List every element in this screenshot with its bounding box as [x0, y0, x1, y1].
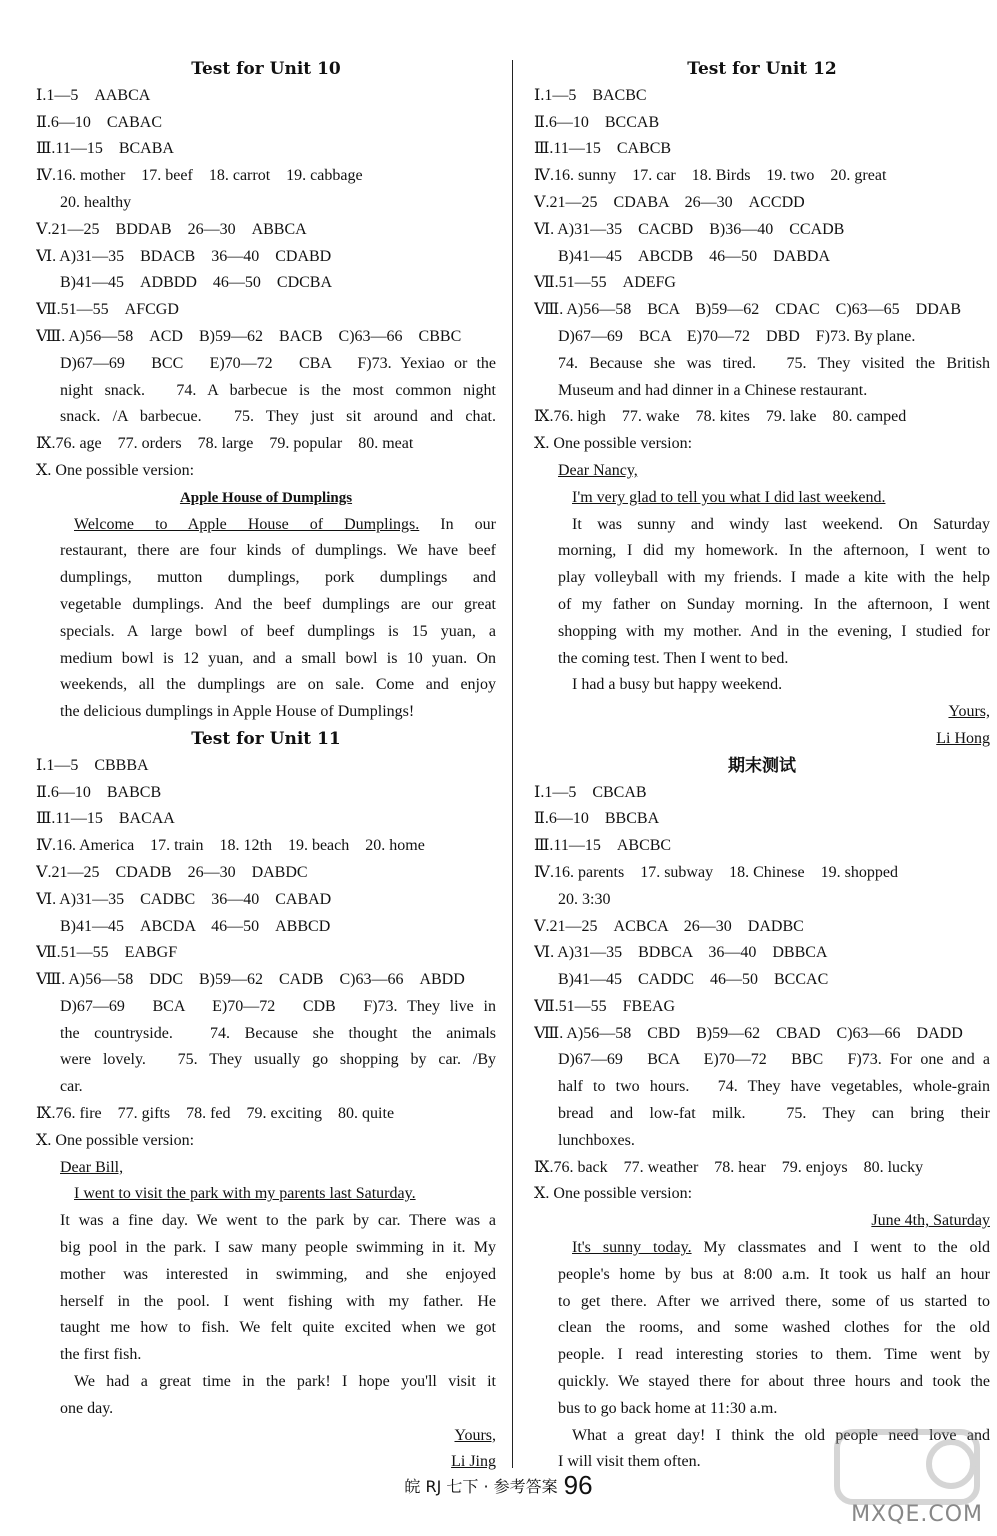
letter-line: herself in the pool. I went fishing with my father. He [60, 1292, 496, 1310]
final-s1: Ⅰ.1—5 CBCAB [534, 783, 647, 801]
nancy-letter-line: morning, I did my homework. In the afternoon, I went to [558, 542, 990, 560]
final-heading: 期末测试 [728, 755, 796, 776]
unit11-s5: Ⅴ.21—25 CDADB 26—30 DABDC [36, 863, 308, 881]
unit10-heading: Test for Unit 10 [191, 59, 341, 79]
unit11-s10: Ⅹ. One possible version: [36, 1131, 195, 1149]
unit10-s5: Ⅴ.21—25 BDDAB 26—30 ABBCA [36, 220, 307, 238]
page-number: 96 [563, 1470, 593, 1500]
unit10-s10: Ⅹ. One possible version: [36, 461, 195, 479]
sign-name-text: Li Jing [451, 1453, 496, 1471]
letter-end: the first fish. [60, 1346, 142, 1364]
unit12-s9: Ⅸ.76. high 77. wake 78. kites 79. lake 80. camped [534, 408, 907, 426]
unit11-s6a: Ⅵ. A)31—35 CADBC 36—40 CABAD [36, 890, 332, 908]
footer-label: 皖 RJ 七下 · 参考答案 [404, 1477, 558, 1496]
letter-greeting: Dear Bill, [60, 1158, 124, 1176]
nancy-letter-line: play volleyball with my friends. I made a kite with the help [558, 569, 990, 587]
nancy-sign-yours-text: Yours, [948, 703, 990, 721]
unit11-s8e: car. [60, 1078, 83, 1096]
essay-title: Apple House of Dumplings [179, 489, 353, 506]
unit12-s8d: Museum and had dinner in a Chinese restaurant. [558, 381, 868, 399]
final-s8e: lunchboxes. [558, 1131, 635, 1149]
unit12-s6a: Ⅵ. A)31—35 CACBD B)36—40 CCADB [534, 220, 845, 238]
unit11-s7: Ⅶ.51—55 EABGF [36, 944, 178, 962]
essay-line: specials. A large bowl of beef dumplings is 15 yuan, a [60, 622, 496, 640]
unit11-s6b: B)41—45 ABCDA 46—50 ABBCD [60, 917, 331, 935]
essay-first-underlined: Welcome to Apple House of Dumplings. [74, 515, 420, 533]
nancy-letter-end: the coming test. Then I went to bed. [558, 649, 789, 667]
unit10-s4a: Ⅳ.16. mother 17. beef 18. carrot 19. cabbage [36, 167, 363, 185]
essay-line: medium bowl is 12 yuan, and a small bowl is 10 yuan. On [60, 649, 496, 667]
unit12-s8a: Ⅷ. A)56—58 BCA B)59—62 CDAC C)63—65 DDAB [534, 301, 962, 319]
diary-line: to get there. After we arrived there, some of us started to [558, 1292, 990, 1310]
essay-line: weekends, all the dumplings are on sale. Come and enjoy [60, 676, 496, 694]
diary-first-rest: My classmates and I went to the old [691, 1239, 990, 1257]
unit10-s8d: snack. /A barbecue. 75. They just sit around and chat. [60, 408, 496, 426]
unit12-s10: Ⅹ. One possible version: [534, 435, 693, 453]
unit12-s3: Ⅲ.11—15 CABCB [534, 140, 672, 158]
column-divider [512, 60, 513, 1468]
letter-sign-yours [36, 1423, 496, 1450]
final-s10: Ⅹ. One possible version: [534, 1185, 693, 1203]
unit11-s8b: D)67—69 BCA E)70—72 CDB F)73. They live in [60, 997, 496, 1015]
unit10-s7: Ⅶ.51—55 AFCGD [36, 301, 179, 319]
letter-closing: We had a great time in the park! I hope you'll visit it [74, 1373, 496, 1391]
unit12-s7: Ⅶ.51—55 ADEFG [534, 274, 676, 292]
unit12-s6b: B)41—45 ABCDB 46—50 DABDA [558, 247, 831, 265]
unit11-s8d: were lovely. 75. They usually go shopping by car. /By [60, 1051, 496, 1069]
essay-line: dumplings, mutton dumplings, pork dumplings and [60, 569, 496, 587]
right-column [534, 56, 990, 1476]
unit10-s6a: Ⅵ. A)31—35 BDACB 36—40 CDABD [36, 247, 332, 265]
unit11-s9: Ⅸ.76. fire 77. gifts 78. fed 79. exciting 80. quite [36, 1105, 395, 1123]
nancy-closing: I had a busy but happy weekend. [572, 676, 783, 694]
final-s8a: Ⅷ. A)56—58 CBD B)59—62 CBAD C)63—66 DADD [534, 1024, 963, 1042]
final-s2: Ⅱ.6—10 BBCBA [534, 810, 660, 828]
nancy-sign-yours [534, 699, 990, 726]
diary-end: bus to go back home at 11:30 a.m. [558, 1399, 778, 1417]
nancy-letter-line: shopping with my mother. And in the evening, I studied for [558, 622, 990, 640]
unit12-s5: Ⅴ.21—25 CDABA 26—30 ACCDD [534, 193, 805, 211]
unit11-s4: Ⅳ.16. America 17. train 18. 12th 19. beach 20. home [36, 837, 425, 855]
unit10-s8b: D)67—69 BCC E)70—72 CBA F)73. Yexiao or the [60, 354, 496, 372]
letter-closing-end: one day. [60, 1399, 114, 1417]
nancy-letter-line: of my father on Sunday morning. In the afternoon, I went [558, 595, 990, 613]
letter-topic [36, 1181, 496, 1208]
unit12-s2: Ⅱ.6—10 BCCAB [534, 113, 660, 131]
unit12-heading: Test for Unit 12 [687, 59, 837, 79]
final-s8c: half to two hours. 74. They have vegetables, whole-grain [558, 1078, 990, 1096]
final-s8b: D)67—69 BCA E)70—72 BBC F)73. For one and a [558, 1051, 990, 1069]
essay-first-rest: In our [419, 515, 496, 533]
nancy-sign-name-text: Li Hong [936, 729, 990, 747]
final-s6a: Ⅵ. A)31—35 BDBCA 36—40 DBBCA [534, 944, 828, 962]
unit10-s4b: 20. healthy [60, 193, 132, 211]
left-column [36, 56, 496, 1476]
unit10-s8a: Ⅷ. A)56—58 ACD B)59—62 BACB C)63—66 CBBC [36, 327, 462, 345]
unit11-s2: Ⅱ.6—10 BABCB [36, 783, 162, 801]
unit11-s1: Ⅰ.1—5 CBBBA [36, 756, 149, 774]
diary-line: clean the rooms, and some washed clothes for the old [558, 1319, 990, 1337]
unit12-s4: Ⅳ.16. sunny 17. car 18. Birds 19. two 20. great [534, 167, 887, 185]
final-s5: Ⅴ.21—25 ACBCA 26—30 DADBC [534, 917, 804, 935]
unit12-s8c: 74. Because she was tired. 75. They visited the British [558, 354, 990, 372]
unit11-s3: Ⅲ.11—15 BACAA [36, 810, 175, 828]
essay-line: restaurant, there are four kinds of dumplings. We have beef [60, 542, 496, 560]
letter-topic-text: I went to visit the park with my parents last Saturday. [74, 1185, 416, 1203]
final-s7: Ⅶ.51—55 FBEAG [534, 997, 676, 1015]
diary-first-line [534, 1235, 990, 1262]
unit10-s6b: B)41—45 ADBDD 46—50 CDCBA [60, 274, 333, 292]
diary-date [534, 1208, 990, 1235]
diary-first-underlined: It's sunny today. [572, 1239, 692, 1257]
letter-line: taught me how to fish. We felt quite excited when we got [60, 1319, 496, 1337]
final-s6b: B)41—45 CADDC 46—50 BCCAC [558, 971, 829, 989]
diary-date-text: June 4th, Saturday [871, 1212, 990, 1230]
diary-closing: What a great day! I think the old people need love and [572, 1426, 990, 1444]
final-s4b: 20. 3:30 [558, 890, 611, 908]
final-s9: Ⅸ.76. back 77. weather 78. hear 79. enjoys 80. lucky [534, 1158, 924, 1176]
unit11-s8c: the countryside. 74. Because she thought the animals [60, 1024, 496, 1042]
unit11-heading: Test for Unit 11 [191, 728, 341, 749]
letter-line: It was a fine day. We went to the park by car. There was a [60, 1212, 496, 1230]
watermark-text: MXQE.COM [851, 1502, 983, 1527]
unit10-s2: Ⅱ.6—10 CABAC [36, 113, 163, 131]
nancy-topic-text: I'm very glad to tell you what I did last weekend. [572, 488, 886, 506]
unit10-s8c: night snack. 74. A barbecue is the most common night [60, 381, 496, 399]
letter-line: big pool in the park. I saw many people swimming in it. My [60, 1239, 496, 1257]
final-s3: Ⅲ.11—15 ABCBC [534, 837, 672, 855]
final-s8d: bread and low-fat milk. 75. They can bring their [558, 1105, 990, 1123]
diary-line: people. I read interesting stories to them. Time went by [558, 1346, 990, 1364]
essay-first-line [36, 512, 496, 539]
unit12-s8b: D)67—69 BCA E)70—72 DBD F)73. By plane. [558, 327, 916, 345]
unit11-s8a: Ⅷ. A)56—58 DDC B)59—62 CADB C)63—66 ABDD [36, 971, 465, 989]
nancy-sign-name [534, 726, 990, 753]
essay-line: vegetable dumplings. And the beef dumplings are our great [60, 595, 496, 613]
diary-closing-end: I will visit them often. [558, 1453, 701, 1471]
nancy-greeting: Dear Nancy, [558, 461, 638, 479]
sign-yours-text: Yours, [454, 1426, 496, 1444]
essay-last-line: the delicious dumplings in Apple House of Dumplings! [60, 703, 415, 721]
diary-line: quickly. We stayed there for about three hours and took the [558, 1373, 990, 1391]
unit10-s3: Ⅲ.11—15 BCABA [36, 140, 174, 158]
nancy-topic [534, 485, 990, 512]
diary-line: people's home by bus at 8:00 a.m. It took us half an hour [558, 1265, 990, 1283]
final-s4a: Ⅳ.16. parents 17. subway 18. Chinese 19. shopped [534, 863, 898, 881]
unit10-s9: Ⅸ.76. age 77. orders 78. large 79. popular 80. meat [36, 435, 414, 453]
letter-line: mother was interested in swimming, and she enjoyed [60, 1265, 496, 1283]
unit10-s1: Ⅰ.1—5 AABCA [36, 86, 151, 104]
unit12-s1: Ⅰ.1—5 BACBC [534, 86, 647, 104]
nancy-letter-first: It was sunny and windy last weekend. On Saturday [572, 515, 990, 533]
